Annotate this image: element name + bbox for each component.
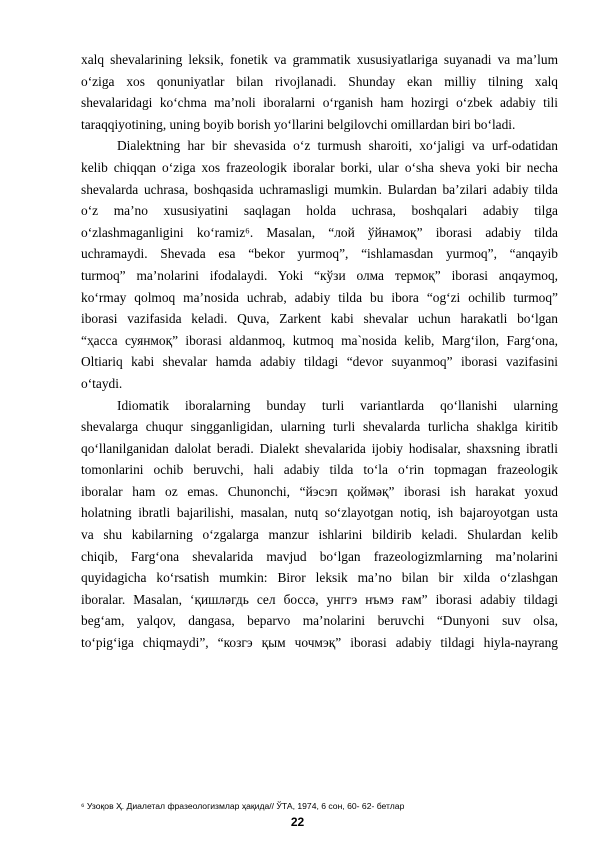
footnote: ⁶ Узоқов Ҳ. Диалетал фразеологизмлар ҳақида// ЎТА, 1974, 6 сон, 60- 62- бетлар xyxy=(81,801,405,811)
text-line: kelib chiqqan o‘ziga xos frazeologik iboralar borki, ular o‘sha sheva yoki bir necha xyxy=(81,159,558,175)
text-line: iborasi vazifasida keladi. Quva, Zarkent kabi shevalar uchun harakatli bo‘lgan xyxy=(81,311,558,327)
text-line: shevalaridagi ko‘chma ma’noli iboralarni o‘rganish ham hozirgi o‘zbek adabiy tili xyxy=(81,95,558,111)
text-line: o‘zlashmaganligini ko‘ramiz⁶. Masalan, “лой ўйнамоқ” iborasi adabiy tilda xyxy=(81,224,558,240)
text-line: o‘ziga xos qonuniyatlar bilan rivojlanadi. Shunday ekan milliy tilning xalq xyxy=(81,73,558,89)
text-line: beg‘am, yalqov, dangasa, beparvo ma’nolarini beruvchi “Dunyoni suv olsa, xyxy=(81,613,558,629)
text-line: turmoq” ma’nolarini ifodalaydi. Yoki “кўзи олма термоқ” iborasi anqaymoq, xyxy=(81,267,558,283)
text-line: Oltiariq kabi shevalar hamda adabiy tildagi “devor suyanmoq” iborasi vazifasini xyxy=(81,354,558,370)
page-number: 22 xyxy=(290,815,305,829)
text-line: shevalarga chuqur singganligidan, ularning turli shevalarda turlicha shaklga kiritib xyxy=(81,419,558,435)
text-line: taraqqiyotining, uning boyib borish yo‘llarini belgilovchi omillardan biri bo‘ladi. xyxy=(81,116,516,132)
text-line: Dialektning har bir shevasida o‘z turmush sharoiti, xo‘jaligi va urf-odatidan xyxy=(117,138,558,154)
text-line: va shu kabilarning o‘zgalarga manzur ishlarini bildirib keladi. Shulardan kelib xyxy=(81,527,558,543)
text-line: iboralar. Masalan, ‘қишләгдь сел боссә, унггэ нъмэ ғам” iborasi adabiy tildagi xyxy=(81,591,558,607)
text-line: o‘z ma’no xususiyatini saqlagan holda uchrasa, boshqalari adabiy tilga xyxy=(81,203,558,219)
text-line: xalq shevalarining leksik, fonetik va grammatik xususiyatlariga suyanadi va ma’lum xyxy=(81,52,558,67)
text-line: shevalarda uchrasa, boshqasida uchramasligi mumkin. Bulardan ba’zilari adabiy tilda xyxy=(81,181,558,197)
text-line: holatning ibratli bajarilishi, masalan, nutq so‘zlayotgan notiq, ish bajaroyotgan usta xyxy=(81,505,558,521)
body-text xyxy=(81,49,558,654)
text-line: uchramaydi. Shevada esa “bekor yurmoq”, “ishlamasdan yurmoq”, “anqayib xyxy=(81,246,558,262)
text-line: qo‘llanilganidan dalolat beradi. Dialekt shevalarida ijobiy hodisalar, shaxsning ibratli xyxy=(81,440,558,456)
text-line: quyidagicha ko‘rsatish mumkin: Biror leksik ma’no bilan bir xilda o‘zlashgan xyxy=(81,570,558,586)
text-line: iboralar ham oz emas. Chunonchi, “йэсэп қоймәқ” iborasi ish harakat yoxud xyxy=(81,483,558,499)
text-line: to‘pig‘iga chiqmaydi”, “козгэ қым чочмэқ” iborasi adabiy tildagi hiyla-nayrang xyxy=(81,635,558,651)
text-line: Idiomatik iboralarning bunday turli variantlarda qo‘llanishi ularning xyxy=(117,397,558,413)
text-line: o‘taydi. xyxy=(81,375,123,391)
text-line: “ҳасса суянмоқ” iborasi aldanmoq, kutmoq ma`nosida kelib, Marg‘ilon, Farg‘ona, xyxy=(81,332,558,348)
text-line: ko‘rmay qolmoq ma’nosida uchrab, adabiy tilda bu ibora “og‘zi ochilib turmoq” xyxy=(81,289,558,305)
text-line: tomonlarini ochib beruvchi, hali adabiy tilda to‘la o‘rin topmagan frazeologik xyxy=(81,462,558,478)
text-line: chiqib, Farg‘ona shevalarida mavjud bo‘lgan frazeologizmlarning ma’nolarini xyxy=(81,548,558,564)
